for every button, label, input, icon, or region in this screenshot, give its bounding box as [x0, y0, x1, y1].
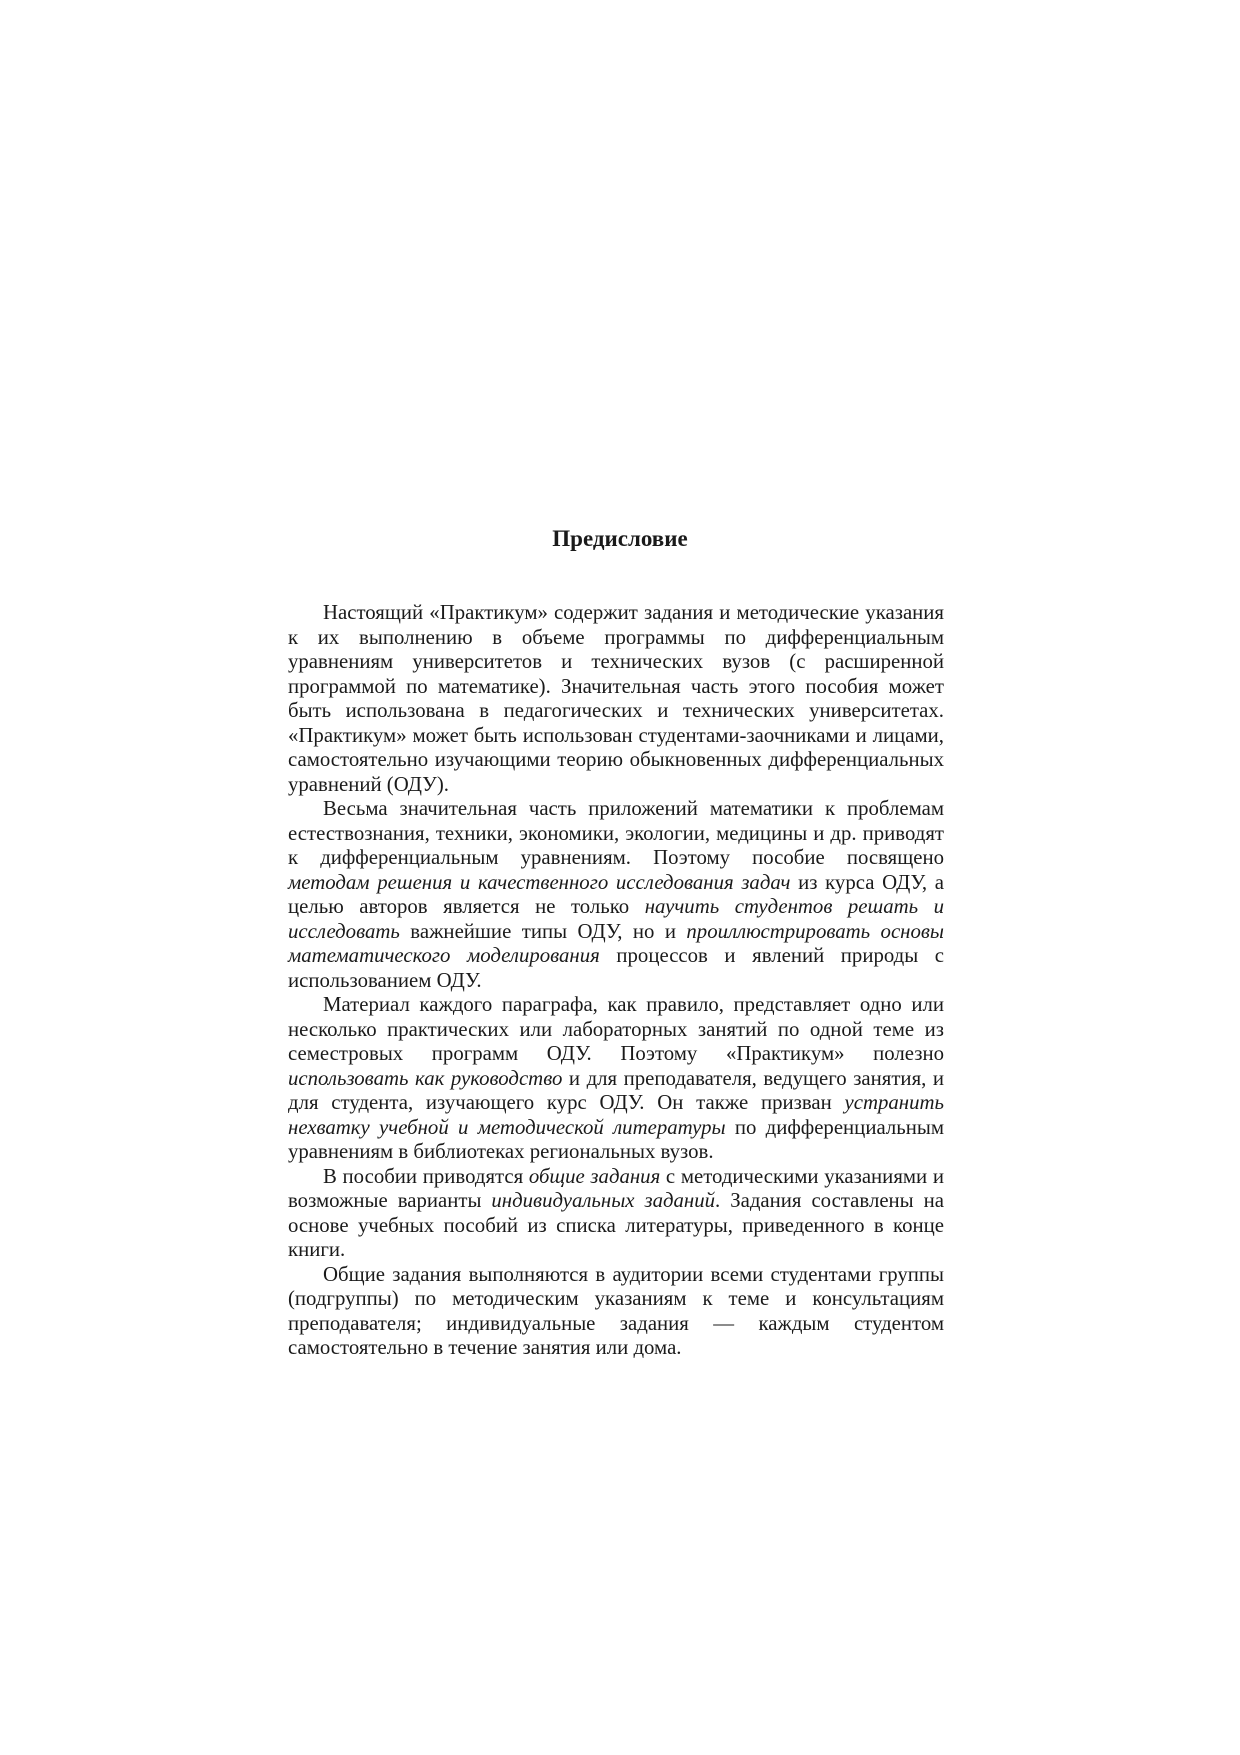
emphasis-text: научить студентов решать и исследовать: [288, 895, 944, 943]
paragraph-5: [288, 1263, 944, 1361]
page-title: Предисловие: [552, 526, 688, 551]
body-text: Весьма значительная часть приложений математики к проблемам естествознания, техники, экономики, экологии, медицины и др. приводят к дифференциальным уравнениям. Поэтому пособие посвящено: [288, 797, 944, 869]
paragraph-2: [288, 797, 944, 993]
preface-body: [288, 601, 944, 1361]
body-text: и для преподавателя, ведущего занятия, и для студента, изучающего курс ОДУ. Он также призван: [288, 1066, 945, 1114]
emphasis-text: общие задания: [528, 1164, 661, 1188]
emphasis-text: методам решения и качественного исследования задач: [288, 870, 791, 894]
body-text: процессов и явлений природы с использованием ОДУ.: [288, 944, 944, 992]
emphasis-text: использовать как руководство: [288, 1066, 563, 1090]
paragraph-3: [288, 993, 944, 1165]
body-text: Настоящий «Практикум» содержит задания и методические указания к их выполнению в объеме программы по дифференциальным уравнениям университетов и технических вузов (с расширенной программой по математике). Значительная часть этого пособия может быть использована в педагогических и технических университетах. «Практикум» может быть использован студентами-заочниками и лицами, самостоятельно изучающими теорию обыкновенных дифференциальных уравнений (ОДУ).: [288, 601, 944, 796]
body-text: . Задания составлены на основе учебных пособий из списка литературы, приведенного в конце книги.: [288, 1189, 944, 1261]
body-text: из курса ОДУ, а целью авторов является не только: [288, 870, 944, 918]
body-text: с методическими указаниями и возможные варианты: [288, 1164, 944, 1212]
body-text: Материал каждого параграфа, как правило, представляет одно или несколько практических или лабораторных занятий по одной теме из семестровых программ ОДУ. Поэтому «Практикум» полезно: [288, 993, 944, 1065]
body-text: по дифференциальным уравнениям в библиотеках региональных вузов.: [288, 1115, 944, 1163]
paragraph-1: [288, 601, 944, 797]
body-text: В пособии приводятся: [323, 1164, 529, 1188]
paragraph-4: [288, 1165, 944, 1263]
emphasis-text: проиллюстрировать основы математического моделирования: [288, 919, 945, 967]
body-text: Общие задания выполняются в аудитории всеми студентами группы (подгруппы) по методическим указаниям к теме и консультациям преподавателя; индивидуальные задания — каждым студентом самостоятельно в течение занятия или дома.: [288, 1262, 944, 1359]
body-text: важнейшие типы ОДУ, но и: [399, 919, 687, 943]
emphasis-text: индивидуальных заданий: [491, 1189, 716, 1212]
emphasis-text: устранить нехватку учебной и методической литературы: [288, 1091, 944, 1139]
